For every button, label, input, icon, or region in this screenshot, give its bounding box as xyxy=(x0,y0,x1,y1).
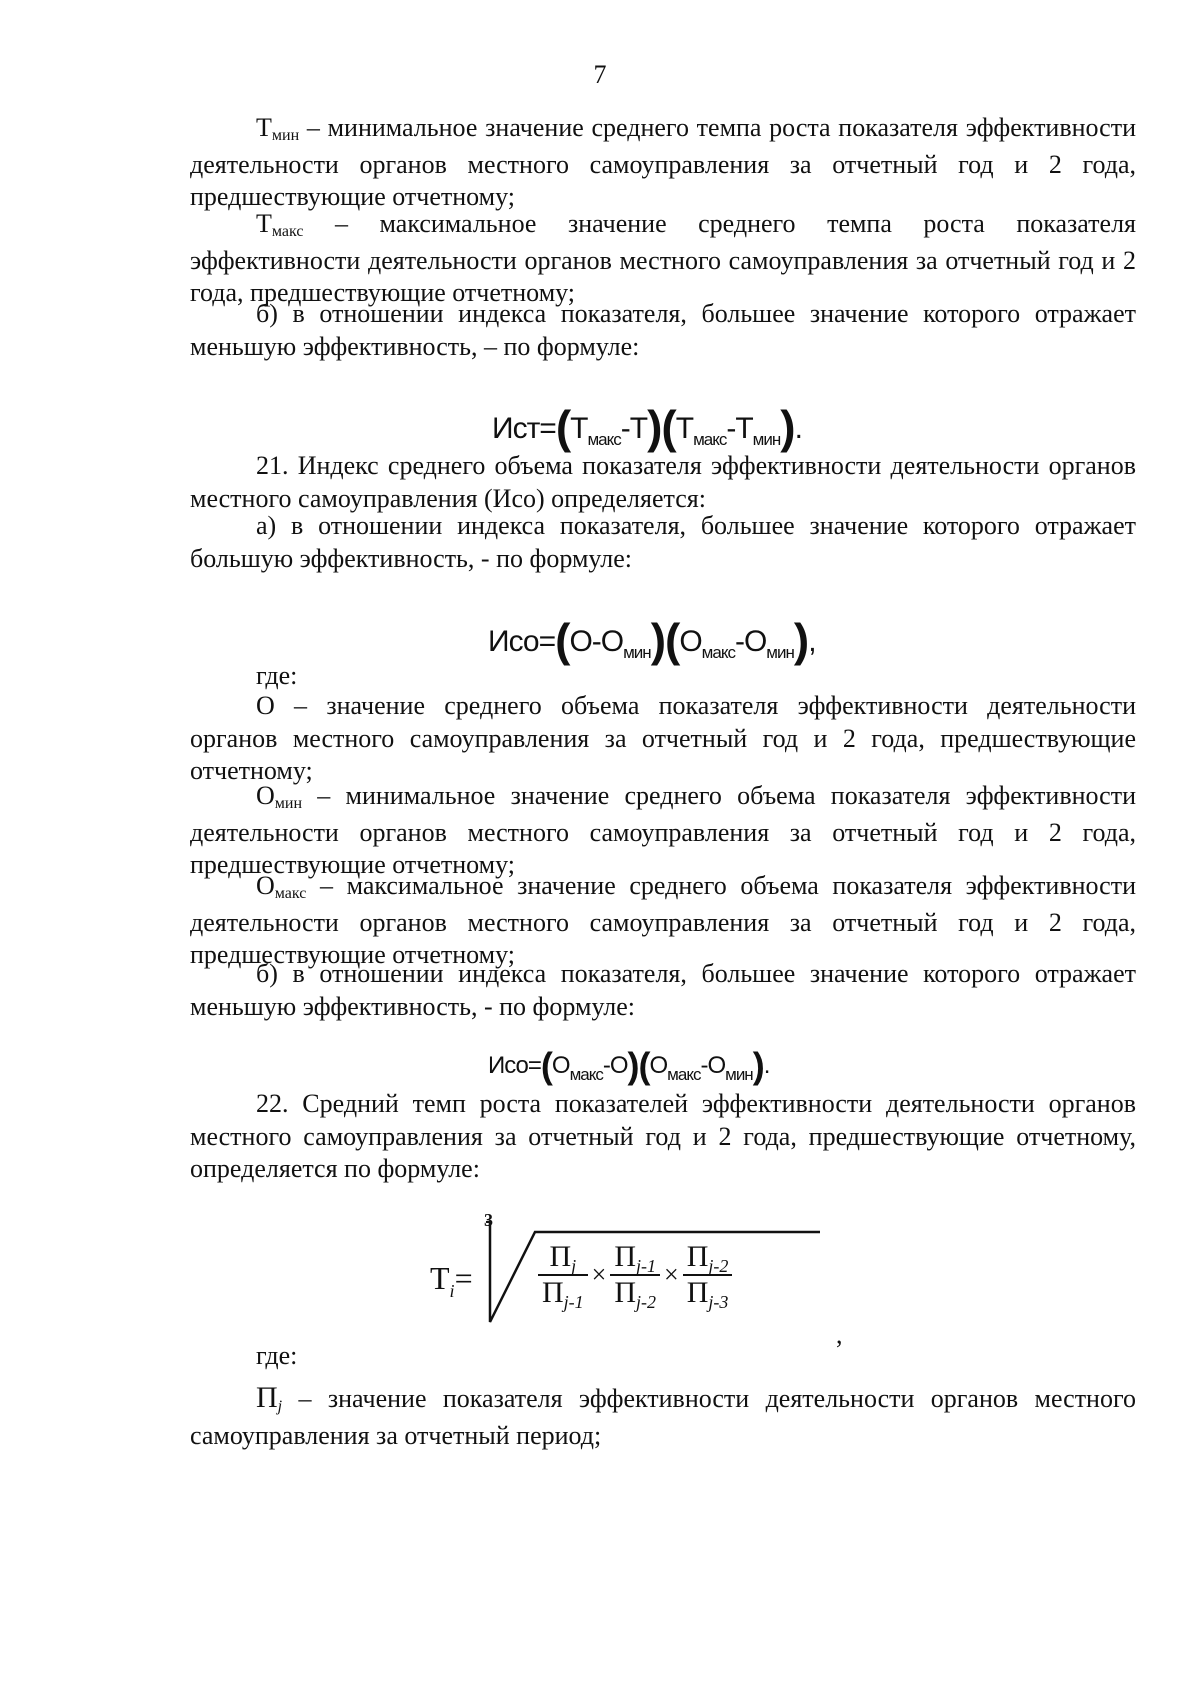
fraction-2: $\frac{П_{j-1}}{П_{j-2}}$ xyxy=(610,1240,660,1310)
formula-ist: $Ист=(Т_{макс}-Т)(Т_{макс}-Т_{мин})$. xyxy=(492,401,802,453)
paragraph-b1: б) в отношении индекса показателя, большее значение которого отражает меньшую эффективность, – по формуле: xyxy=(190,299,1136,361)
fraction-1: $\frac{П_j}{П_{j-1}}$ xyxy=(538,1240,588,1310)
paragraph-22: 22. Средний темп роста показателей эффективности деятельности органов местного самоуправления за отчетный год и 2 года, предшествующие отчетному, определяется по формуле: xyxy=(190,1089,1136,1183)
paragraph-t-min: Тмин – минимальное значение среднего темпа роста показателя эффективности деятельности органов местного самоуправления за отчетный год и 2 года, предшествующие отчетному; xyxy=(190,113,1136,211)
fraction-3: $\frac{П_{j-2}}{П_{j-3}}$ xyxy=(683,1240,733,1310)
where-label-1: где: xyxy=(256,661,298,690)
paragraph-21: 21. Индекс среднего объема показателя эффективности деятельности органов местного самоуправления (Исо) определяется: xyxy=(190,451,1136,513)
page-number: 7 xyxy=(593,60,607,89)
paragraph-o-min: Омин – минимальное значение среднего объема показателя эффективности деятельности органов местного самоуправления за отчетный год и 2 года, предшествующие отчетному; xyxy=(190,781,1136,879)
paragraph-t-max: Тмакс – максимальное значение среднего темпа роста показателя эффективности деятельности органов местного самоуправления за отчетный год и 2 года, предшествующие отчетному; xyxy=(190,209,1136,307)
paragraph-o-max: Омакс – максимальное значение среднего объема показателя эффективности деятельности органов местного самоуправления за отчетный год и 2 года, предшествующие отчетному; xyxy=(190,871,1136,969)
paragraph-o: О – значение среднего объема показателя эффективности деятельности органов местного самоуправления за отчетный год и 2 года, предшествующие отчетному; xyxy=(190,691,1136,785)
paragraph-b2: б) в отношении индекса показателя, большее значение которого отражает меньшую эффективность, - по формуле: xyxy=(190,959,1136,1021)
formula-iso-a: $Исо=(О-О_{мин})(О_{макс}-О_{мин})$, xyxy=(488,614,816,666)
formula-iso-b: $Исо=(О_{макс}-О)(О_{макс}-О_{мин})$. xyxy=(488,1045,770,1086)
paragraph-a: а) в отношении индекса показателя, большее значение которого отражает большую эффективность, - по формуле: xyxy=(190,511,1136,573)
where-label-2: где: xyxy=(256,1341,298,1370)
formula-ti: $Т_i=$ 3 $\frac{П_j}{П_{j-1}}$ × $\frac{П_{j-1}}{П_{j-2}}$ × $\frac{П_{j-2}}{П_{j-3}}$ , xyxy=(420,1210,840,1350)
paragraph-p-j: Пj – значение показателя эффективности деятельности органов местного самоуправления за отчетный период; xyxy=(190,1381,1136,1450)
